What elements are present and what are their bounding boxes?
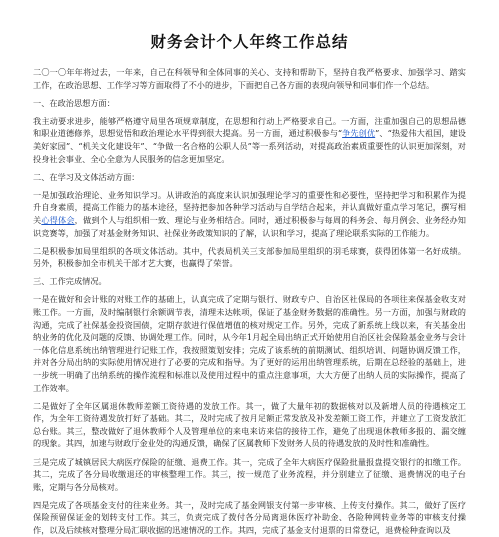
paragraph-work-2: 二是做好了全年区属退休教师差额工资待遇的发放工作。其一，做了大量年初的数据核对以及新增人员的待遇核定工作，为全年工资待遇发放打好了基础。其二，及时完成了按月足额正常发放及补发差额工资工作，并建立了工资发放汇总台账。其三，整改做好了退休教师个人及管理单位的来电来访来信的接待工作，避免了出现退休教师多报的、漏交缠的现象。其四，加速与财政厅金业处的沟通反馈，确保了区属教师下发财务人员的待遇发放的及时性和准确性。 [33,400,466,449]
paragraph-study [33,189,466,239]
link-excellence[interactable]: 争先创优 [342,128,376,139]
paragraph-text: ”、“热爱伟大祖国，建设美好家园”、“机关文化建设年”、“争做一名合格的公职人员”等一系列活动，对提高政治素质重要性的认识更加深刻，对投身社会事业、全心全意为人民服务的信念更加坚定。 [33,128,466,164]
paragraph-activities: 二是积极参加局里组织的各项文体活动。其中，代表局机关三支部参加局里组织的羽毛球赛，获得团体第一名好成绩。另外，积极参加全市机关干部才艺大赛，也赢得了荣誉。 [33,245,466,269]
section-heading-politics: 一、在政治思想方面： [33,97,115,108]
paragraph-text: ，做到个人与组织相一致、理论与业务相结合。同时，通过积极参与每周的科务会、每月例会、业务经办知识竞赛等，加强了对基金财务知识、社保业务政策知识的了解，认识和学习，提高了理论联系实际的工作能力。 [33,214,466,238]
section-heading-study: 二、在学习及文体活动方面： [33,171,140,182]
paragraph-work-1: 一是在做好和会计账的对账工作的基础上，认真完成了定期与银行、财政专户、自治区社保局的各项往来保基金收支对账工作。一方面，及时编制银行余额调节表，清理未达帐项，保证了基金财务数据的准确性。另一方面，加强与财政的沟通，完成了社保基金投资国债，定期存款进行保值增值的核对规定工作。另外，完成了新系统上线以来，有关基金出纳业务的优化及问题的反馈、协调处理工作。同时，从今年1月起全局出纳正式开始使用自治区社会保险基金业务与会计一体化信息系统出纳管理进行记账工作，我按照策划安排；完成了该系统的前期测试、组织培训、问题协调反馈工作，并对各分局出纳的实际使用情况进行了必要的完成和指导。为了更好的运用出纳管理系统，后期在总经验的基础上，进一步统一明确了出纳系统的操作流程和标准以及使用过程中的重点注意事项，大大方便了出纳人员的实际操作，提高了工作效率。 [33,294,466,393]
link-experience[interactable]: 心得体会 [41,214,75,225]
paragraph-text: 一是加强政治理论、业务知识学习。从讲政治的高度来认识加强理论学习的重要性和必要性，坚持把学习和积累作为提升自身素质，提高工作能力的基本途径，坚持把参加各种学习活动与自学结合起来，并认真做好重点学习笔记，撰写相关 [33,189,466,225]
document-title: 财务会计个人年终工作总结 [150,32,349,51]
paragraph-work-3: 三是完成了城镇居民大病医疗保险的征缴、退费工作。其一，完成了全年大病医疗保险批量报盘提交银行的扣缴工作。其二，完成了各分局收缴退还的审核整理工作。其三，按一规范了业务流程，并分别建立了征缴、退费情况的电子台账，定期与各分局核对。 [33,456,466,492]
paragraph-text: 我主动要求进步，能够严格遵守局里各项规章制度，在思想和行动上严格要求自己。一方面，注重加强自己的思想品德和职业道德修养，思想觉悟和政治理论水平得到很大提高。另一方面，通过积极参与“ [33,115,466,139]
intro-paragraph: 二〇一〇年年将过去，一年来，自己在科领导和全体同事的关心、支持和帮助下，坚持自我严格要求、加强学习、踏实工作，在政治思想、工作学习等方面取得了不小的进步，下面把自己各方面的表现向领导和同事们作一个总结。 [33,67,466,90]
paragraph-work-4: 四是完成了各项基金支付的往来业务。其一，及时完成了基金网银支付第一步审核、上传支付操作。其二，做好了医疗保险预留保证金的划转支付工作。其三，负责完成了拨付各分局离退休医疗补助金、各险种网转业务等的审核支付操作，以及后续核对整理分局汇联收据的迅速情况的工作。其四，完成了基金支付退票的日常登记，退费检种查询以及 [33,499,466,535]
paragraph-politics [33,115,466,165]
section-heading-work: 三、工作完成情况。 [33,276,107,287]
